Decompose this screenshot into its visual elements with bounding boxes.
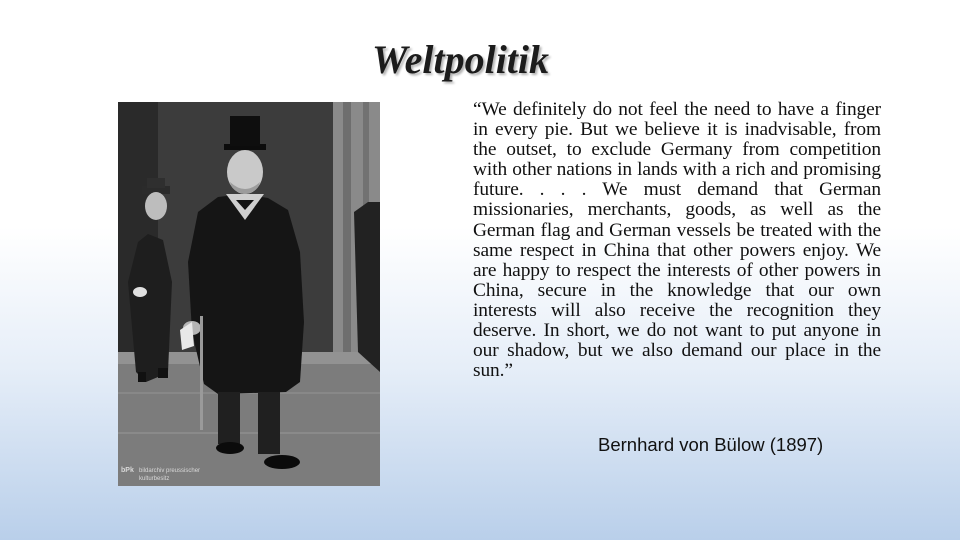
quote-text: “We definitely do not feel the need to have a finger in every pie. But we believe it is inadvisable, from the outset, to exclude Germany from competition with other nations in lands with a rich and promising future. . . . We must demand that German missionaries, merchants, goods, as well as the German flag and German vessels be treated with the same respect in China that other powers enjoy. We are happy to respect the interests of other powers in China, secure in the knowledge that our own interests will also receive the recognition they deserve. In short, we do not want to put anyone in our shadow, but we also demand our place in the sun.” xyxy=(473,99,881,382)
slide-title: Weltpolitik xyxy=(372,37,550,82)
quote-attribution: Bernhard von Bülow (1897) xyxy=(598,434,824,455)
historical-photo xyxy=(118,102,380,486)
photo-credit xyxy=(121,467,209,483)
credit-logo: bPk xyxy=(121,467,134,474)
credit-text: bildarchiv preussischer kulturbesitz xyxy=(139,468,201,482)
